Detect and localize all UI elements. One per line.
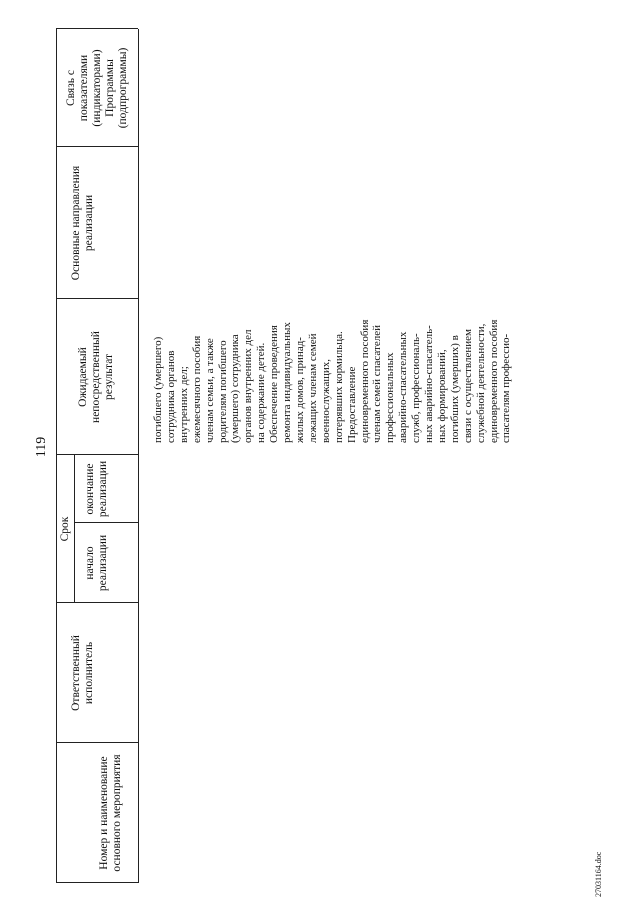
footer-file-name: 27031164.doc xyxy=(594,851,603,897)
header-indicator-link-line-4: Программы xyxy=(104,59,116,117)
header-term-start xyxy=(80,523,114,603)
header-term-start-line-2: реализации xyxy=(97,534,109,592)
header-term-start-line-1: начало xyxy=(84,546,96,580)
header-expected-result-line-3: результат xyxy=(102,353,115,401)
header-measure-name-line-1: Номер и наименование xyxy=(98,756,110,870)
header-main-directions-line-2: реализации xyxy=(83,194,95,252)
term-subheader-line xyxy=(74,455,75,603)
header-expected-result xyxy=(68,299,124,455)
header-responsible xyxy=(56,603,110,743)
header-term-end-line-2: реализации xyxy=(97,460,109,518)
header-measure-name xyxy=(84,743,138,883)
header-term-end-line-1: окончание xyxy=(84,463,96,515)
main-directions-cell-text: погибшего (умершего) сотрудника органов внутренних дел; ежемесячного пособия членам семьи, а также родителям погибшего (умершего) сотрудника органов внутренних дел на содержание детей. Обеспечение проведения ремонта индивидуальных жилых домов, принад- лежащих членам семей военнослужащих, потерявших кормильца. Предоставление единовременного пособия членам семей спасателей профессиональных аварийно-спасательных служб, профессиональ- ных аварийно-спасатель- ных формирований, погибших (умерших) в связи с осуществлением служебной деятельности, единовременного пособия спасателям профессио- xyxy=(152,319,513,443)
header-term-end xyxy=(80,455,114,523)
header-responsible-line-2: исполнитель xyxy=(83,641,95,705)
header-indicator-link-line-2: показателями xyxy=(78,54,90,122)
header-indicator-link-line-5: (подпрограммы) xyxy=(117,47,129,129)
header-responsible-line-1: Ответственный xyxy=(70,635,82,711)
page-number: 119 xyxy=(34,436,49,458)
table-header-bottom-line xyxy=(138,29,139,883)
header-measure-name-line-2: основного мероприятия xyxy=(111,754,123,872)
header-indicator-link-line-1: Связь с xyxy=(65,70,77,107)
header-main-directions xyxy=(56,147,110,299)
header-expected-result-line-2: непосредственный xyxy=(89,331,102,423)
header-indicator-link xyxy=(57,29,138,147)
header-term-label: Срок xyxy=(59,516,71,542)
header-main-directions-line-1: Основные направления xyxy=(70,165,82,281)
header-expected-result-line-1: Ожидаемый xyxy=(76,347,89,407)
header-indicator-link-line-3: (индикаторами) xyxy=(91,49,103,127)
header-term xyxy=(57,455,74,603)
